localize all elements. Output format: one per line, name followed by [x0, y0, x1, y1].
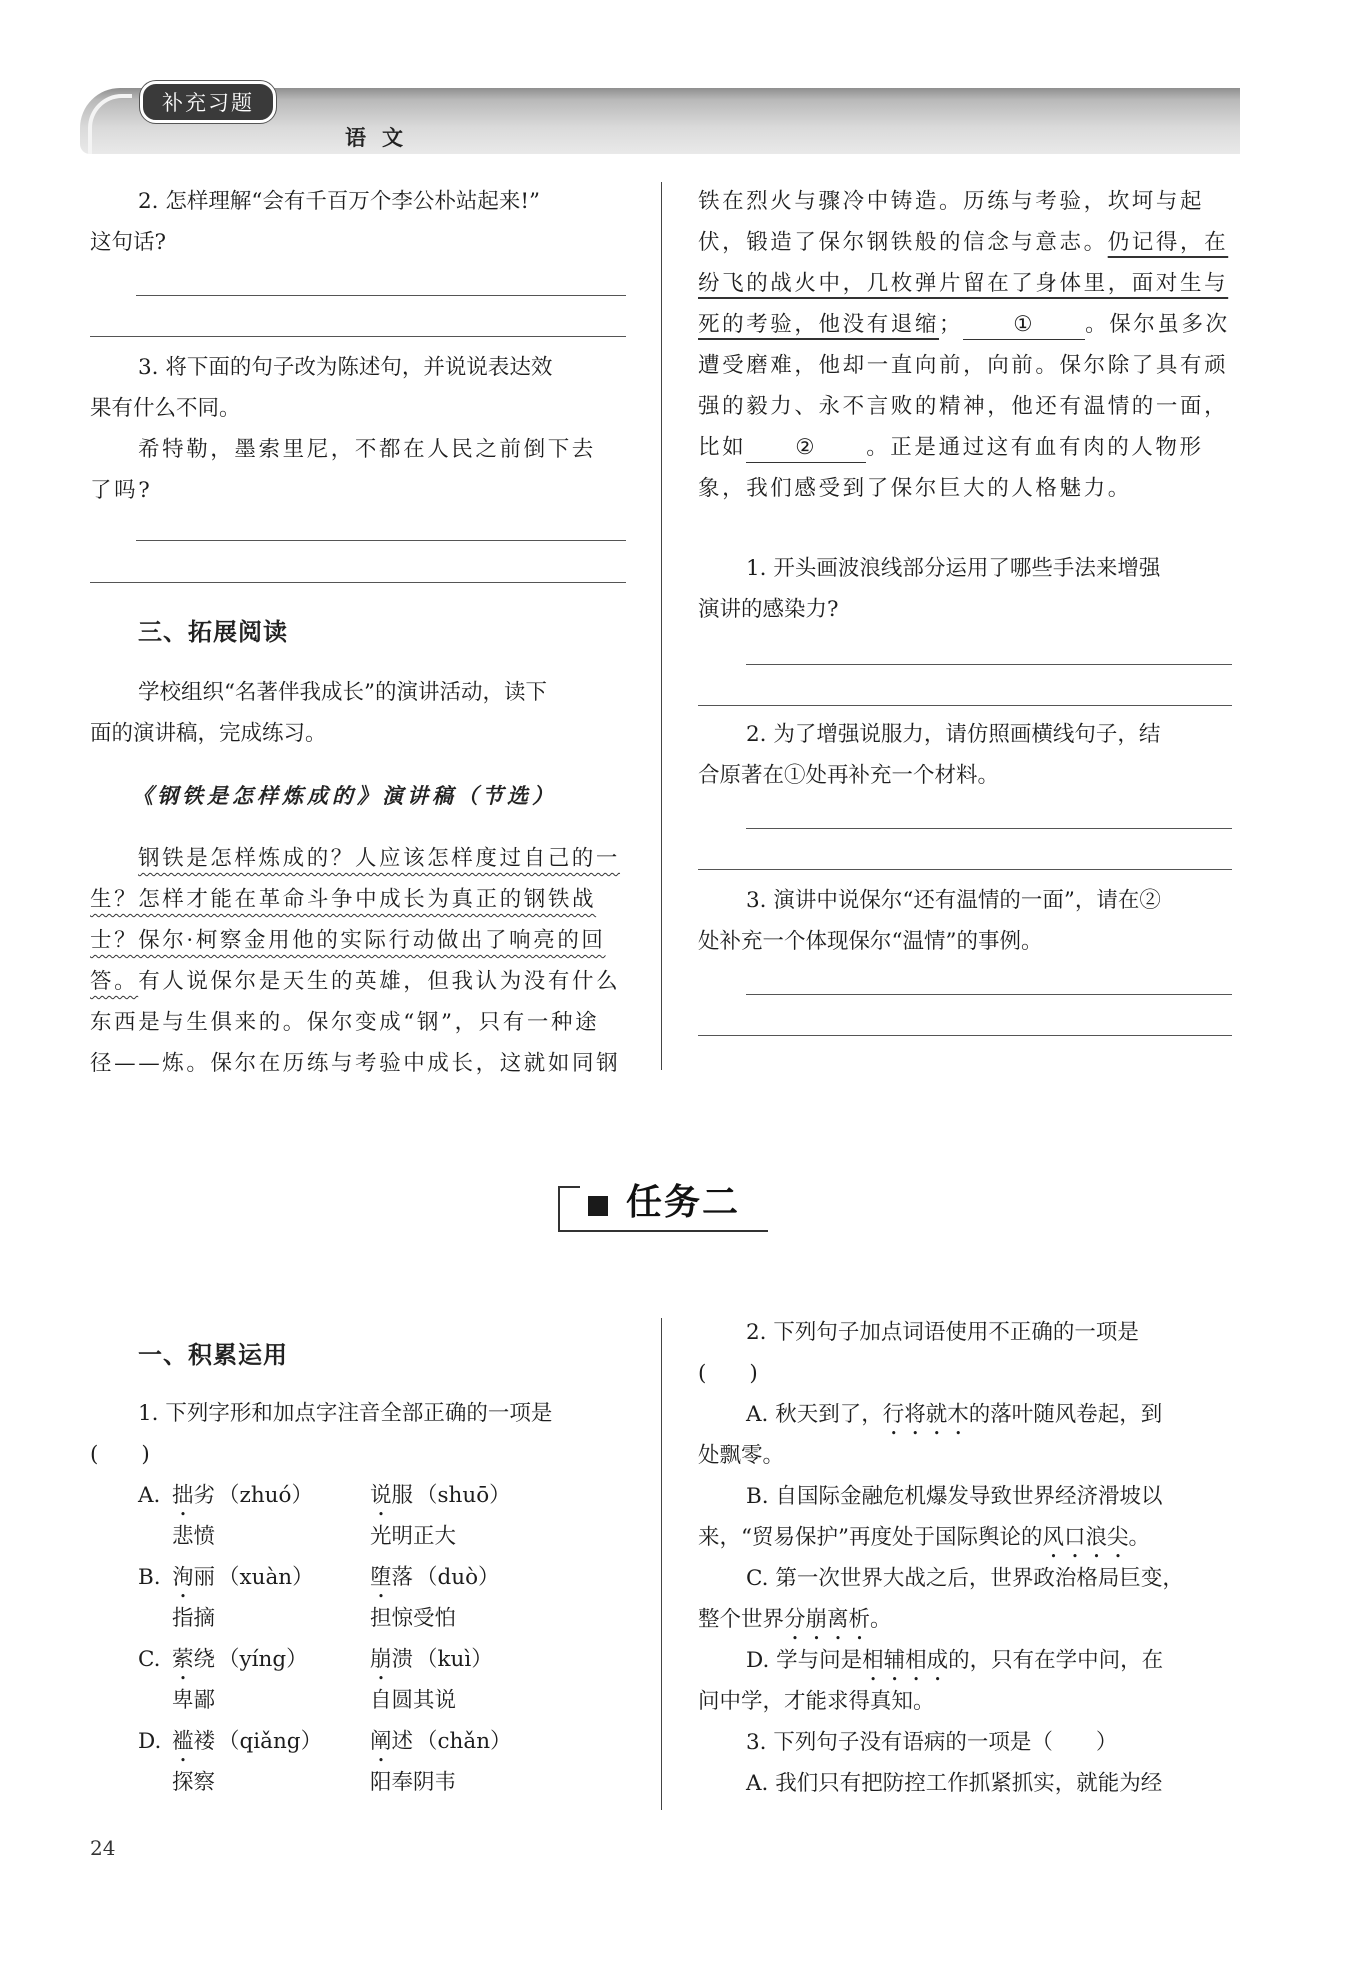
right-bq2-line2: ( )	[698, 1361, 758, 1386]
option-text: 。	[870, 1607, 892, 1632]
right-bq2-line1: 2. 下列句子加点词语使用不正确的一项是	[746, 1320, 1139, 1345]
option-word: 指摘	[172, 1606, 216, 1631]
answer-line[interactable]	[746, 664, 1232, 665]
answer-line[interactable]	[746, 828, 1232, 829]
option-word	[370, 1639, 413, 1685]
dotted-char: 崩	[370, 1647, 392, 1672]
article-line	[90, 879, 596, 920]
right-q1-line1: 1. 开头画波浪线部分运用了哪些手法来增强	[746, 556, 1161, 581]
article-line	[138, 838, 620, 879]
article-line	[90, 961, 620, 1002]
option-word-rest: 绕	[193, 1647, 216, 1672]
left-intro-line1: 学校组织“名著伴我成长”的演讲活动，读下	[138, 680, 547, 705]
article-text: 有人说保尔是天生的英雄，但我认为没有什么	[138, 969, 621, 994]
option-pinyin: （xuàn）	[218, 1565, 314, 1590]
option-B-line1: B. 自国际金融危机爆发导致世界经济滑坡以	[746, 1484, 1163, 1509]
wavy-text: 士？保尔·柯察金用他的实际行动做出了响亮的回	[90, 928, 606, 953]
option-word: 阳奉阴韦	[370, 1770, 457, 1795]
option-word: 卑鄙	[172, 1688, 216, 1713]
option-word	[172, 1475, 215, 1521]
answer-line[interactable]	[746, 994, 1232, 995]
blank-1[interactable]: ①	[963, 311, 1085, 340]
answer-line[interactable]	[90, 582, 626, 583]
option-text: 的落叶随风卷起，到	[968, 1402, 1163, 1427]
blank-2[interactable]: ②	[746, 434, 866, 463]
option-word: 担惊受怕	[370, 1606, 457, 1631]
option-word	[370, 1557, 413, 1603]
underlined-text: 仍记得，在	[1107, 230, 1229, 255]
dotted-phrase: 风口浪尖	[1042, 1525, 1129, 1550]
answer-line[interactable]	[698, 705, 1232, 706]
underlined-text: 死的考验，他没有退缩	[698, 312, 940, 337]
option-B-line2	[698, 1517, 1150, 1563]
left-bq1-line1: 1. 下列字形和加点字注音全部正确的一项是	[138, 1401, 553, 1426]
option-text: 的，只有在学中问，在	[948, 1648, 1164, 1673]
option-word-rest: 溃	[391, 1647, 414, 1672]
option-key: B.	[138, 1565, 161, 1590]
option-text: D. 学与问是	[746, 1648, 863, 1673]
option-text: 。	[1128, 1525, 1151, 1550]
wavy-text: 生？怎样才能在革命斗争中成长为真正的钢铁战	[90, 887, 597, 912]
right-bq3-optionA: A. 我们只有把防控工作抓紧抓实，就能为经	[746, 1771, 1163, 1796]
option-text: 来，“贸易保护”再度处于国际舆论的	[698, 1525, 1043, 1550]
dotted-char: 拙	[172, 1483, 194, 1508]
option-pinyin: （qiǎng）	[218, 1729, 323, 1754]
square-bullet-icon	[588, 1196, 608, 1216]
dotted-char: 说	[370, 1483, 392, 1508]
option-A-line1	[746, 1394, 1162, 1440]
option-word	[172, 1557, 215, 1603]
article-line: 东西是与生俱来的。保尔变成“钢”，只有一种途	[90, 1010, 600, 1035]
option-pinyin: （zhuó）	[218, 1483, 313, 1508]
right-q2-line1: 2. 为了增强说服力，请仿照画横线句子，结	[746, 722, 1161, 747]
article-line: 遭受磨难，他却一直向前，向前。保尔除了具有顽	[698, 353, 1229, 378]
option-pinyin: （chǎn）	[416, 1729, 512, 1754]
right-q1-line2: 演讲的感染力?	[698, 597, 839, 622]
option-D-line2: 问中学，才能求得真知。	[698, 1689, 935, 1714]
article-line: 铁在烈火与骤冷中铸造。历练与考验，坎坷与起	[698, 189, 1205, 214]
left-q3-line1: 3. 将下面的句子改为陈述句，并说说表达效	[138, 355, 553, 380]
option-word	[172, 1639, 215, 1685]
option-C-line2	[698, 1599, 892, 1645]
article-line	[698, 263, 1228, 304]
left-q2-line1: 2. 怎样理解“会有千百万个李公朴站起来!”	[138, 189, 540, 214]
page-number: 24	[90, 1836, 116, 1860]
article-title: 《钢铁是怎样炼成的》演讲稿（节选）	[132, 783, 557, 808]
left-q2-line2: 这句话?	[90, 230, 167, 255]
task-title-box	[558, 1178, 768, 1234]
right-q3-line1: 3. 演讲中说保尔“还有温情的一面”，请在②	[746, 888, 1161, 913]
dotted-char: 洵	[172, 1565, 194, 1590]
section-heading-extended-reading: 三、拓展阅读	[138, 618, 288, 646]
column-divider-bottom	[661, 1318, 662, 1810]
article-line: 强的毅力、永不言败的精神，他还有温情的一面，	[698, 394, 1229, 419]
option-key: C.	[138, 1647, 161, 1672]
option-word: 自圆其说	[370, 1688, 457, 1713]
underlined-text: 纷飞的战火中，几枚弹片留在了身体里，面对生与	[698, 271, 1229, 296]
option-pinyin: （yíng）	[218, 1647, 308, 1672]
article-line: 象，我们感受到了保尔巨大的人格魅力。	[698, 476, 1132, 501]
answer-line[interactable]	[90, 336, 626, 337]
dotted-char: 萦	[172, 1647, 194, 1672]
section-heading-accumulation: 一、积累运用	[138, 1341, 288, 1369]
right-q2-line2: 合原著在①处再补充一个材料。	[698, 763, 1000, 788]
dotted-char: 堕	[370, 1565, 392, 1590]
option-word: 悲愤	[172, 1524, 216, 1549]
option-word	[172, 1721, 215, 1767]
answer-line[interactable]	[698, 1035, 1232, 1036]
right-q3-line2: 处补充一个体现保尔“温情”的事例。	[698, 929, 1043, 954]
left-q3-sentence-line2: 了吗?	[90, 478, 153, 503]
option-C-line1: C. 第一次世界大战之后，世界政治格局巨变，	[746, 1566, 1184, 1591]
option-A-line2: 处飘零。	[698, 1443, 785, 1468]
article-line	[698, 222, 1228, 263]
option-word: 探察	[172, 1770, 216, 1795]
right-bq3: 3. 下列句子没有语病的一项是（ ）	[746, 1730, 1118, 1755]
header-tag: 补充习题	[140, 81, 276, 123]
option-word-rest: 丽	[193, 1565, 216, 1590]
article-text: 。正是通过这有血有肉的人物形	[866, 435, 1204, 460]
left-bq1-line2: ( )	[90, 1442, 150, 1467]
option-text: 整个世界	[698, 1607, 785, 1632]
dotted-phrase: 分崩离析	[784, 1607, 871, 1632]
article-text: 比如	[698, 435, 747, 460]
option-pinyin: （kuì）	[416, 1647, 493, 1672]
article-text: 伏，锻造了保尔钢铁般的信念与意志。	[698, 230, 1108, 255]
article-line	[90, 920, 606, 961]
article-text: ；	[939, 312, 964, 337]
article-line	[698, 427, 1204, 468]
dotted-phrase: 相辅相成	[862, 1648, 949, 1673]
answer-line[interactable]	[698, 869, 1232, 870]
option-word: 光明正大	[370, 1524, 457, 1549]
option-pinyin: （shuō）	[416, 1483, 511, 1508]
answer-line[interactable]	[136, 295, 626, 296]
option-word	[370, 1721, 413, 1767]
option-word-rest: 褛	[193, 1729, 216, 1754]
answer-line[interactable]	[136, 540, 626, 541]
article-line	[698, 304, 1230, 345]
task-title: 任务二	[626, 1182, 741, 1223]
option-word	[370, 1475, 413, 1521]
option-key: D.	[138, 1729, 162, 1754]
dotted-phrase: 行将就木	[882, 1402, 969, 1427]
dotted-char: 阐	[370, 1729, 392, 1754]
option-text: A. 秋天到了，	[746, 1402, 883, 1427]
wavy-text: 钢铁是怎样炼成的？人应该怎样度过自己的一	[138, 846, 621, 871]
option-D-line1	[746, 1640, 1163, 1686]
option-pinyin: （duò）	[416, 1565, 500, 1590]
dotted-char: 褴	[172, 1729, 194, 1754]
option-key: A.	[138, 1483, 161, 1508]
article-line: 径——炼。保尔在历练与考验中成长，这就如同钢	[90, 1051, 621, 1076]
column-divider-top	[661, 182, 662, 1070]
left-intro-line2: 面的演讲稿，完成练习。	[90, 721, 327, 746]
header-subject: 语文	[345, 126, 419, 150]
left-q3-sentence-line1: 希特勒，墨索里尼，不都在人民之前倒下去	[138, 437, 596, 462]
option-word-rest: 服	[391, 1483, 414, 1508]
option-word-rest: 述	[391, 1729, 414, 1754]
left-q3-line2: 果有什么不同。	[90, 396, 241, 421]
article-text: 。保尔虽多次	[1085, 312, 1230, 337]
task-title-tick	[558, 1186, 580, 1188]
wavy-text: 答。	[90, 969, 139, 994]
option-word-rest: 劣	[193, 1483, 216, 1508]
option-word-rest: 落	[391, 1565, 414, 1590]
